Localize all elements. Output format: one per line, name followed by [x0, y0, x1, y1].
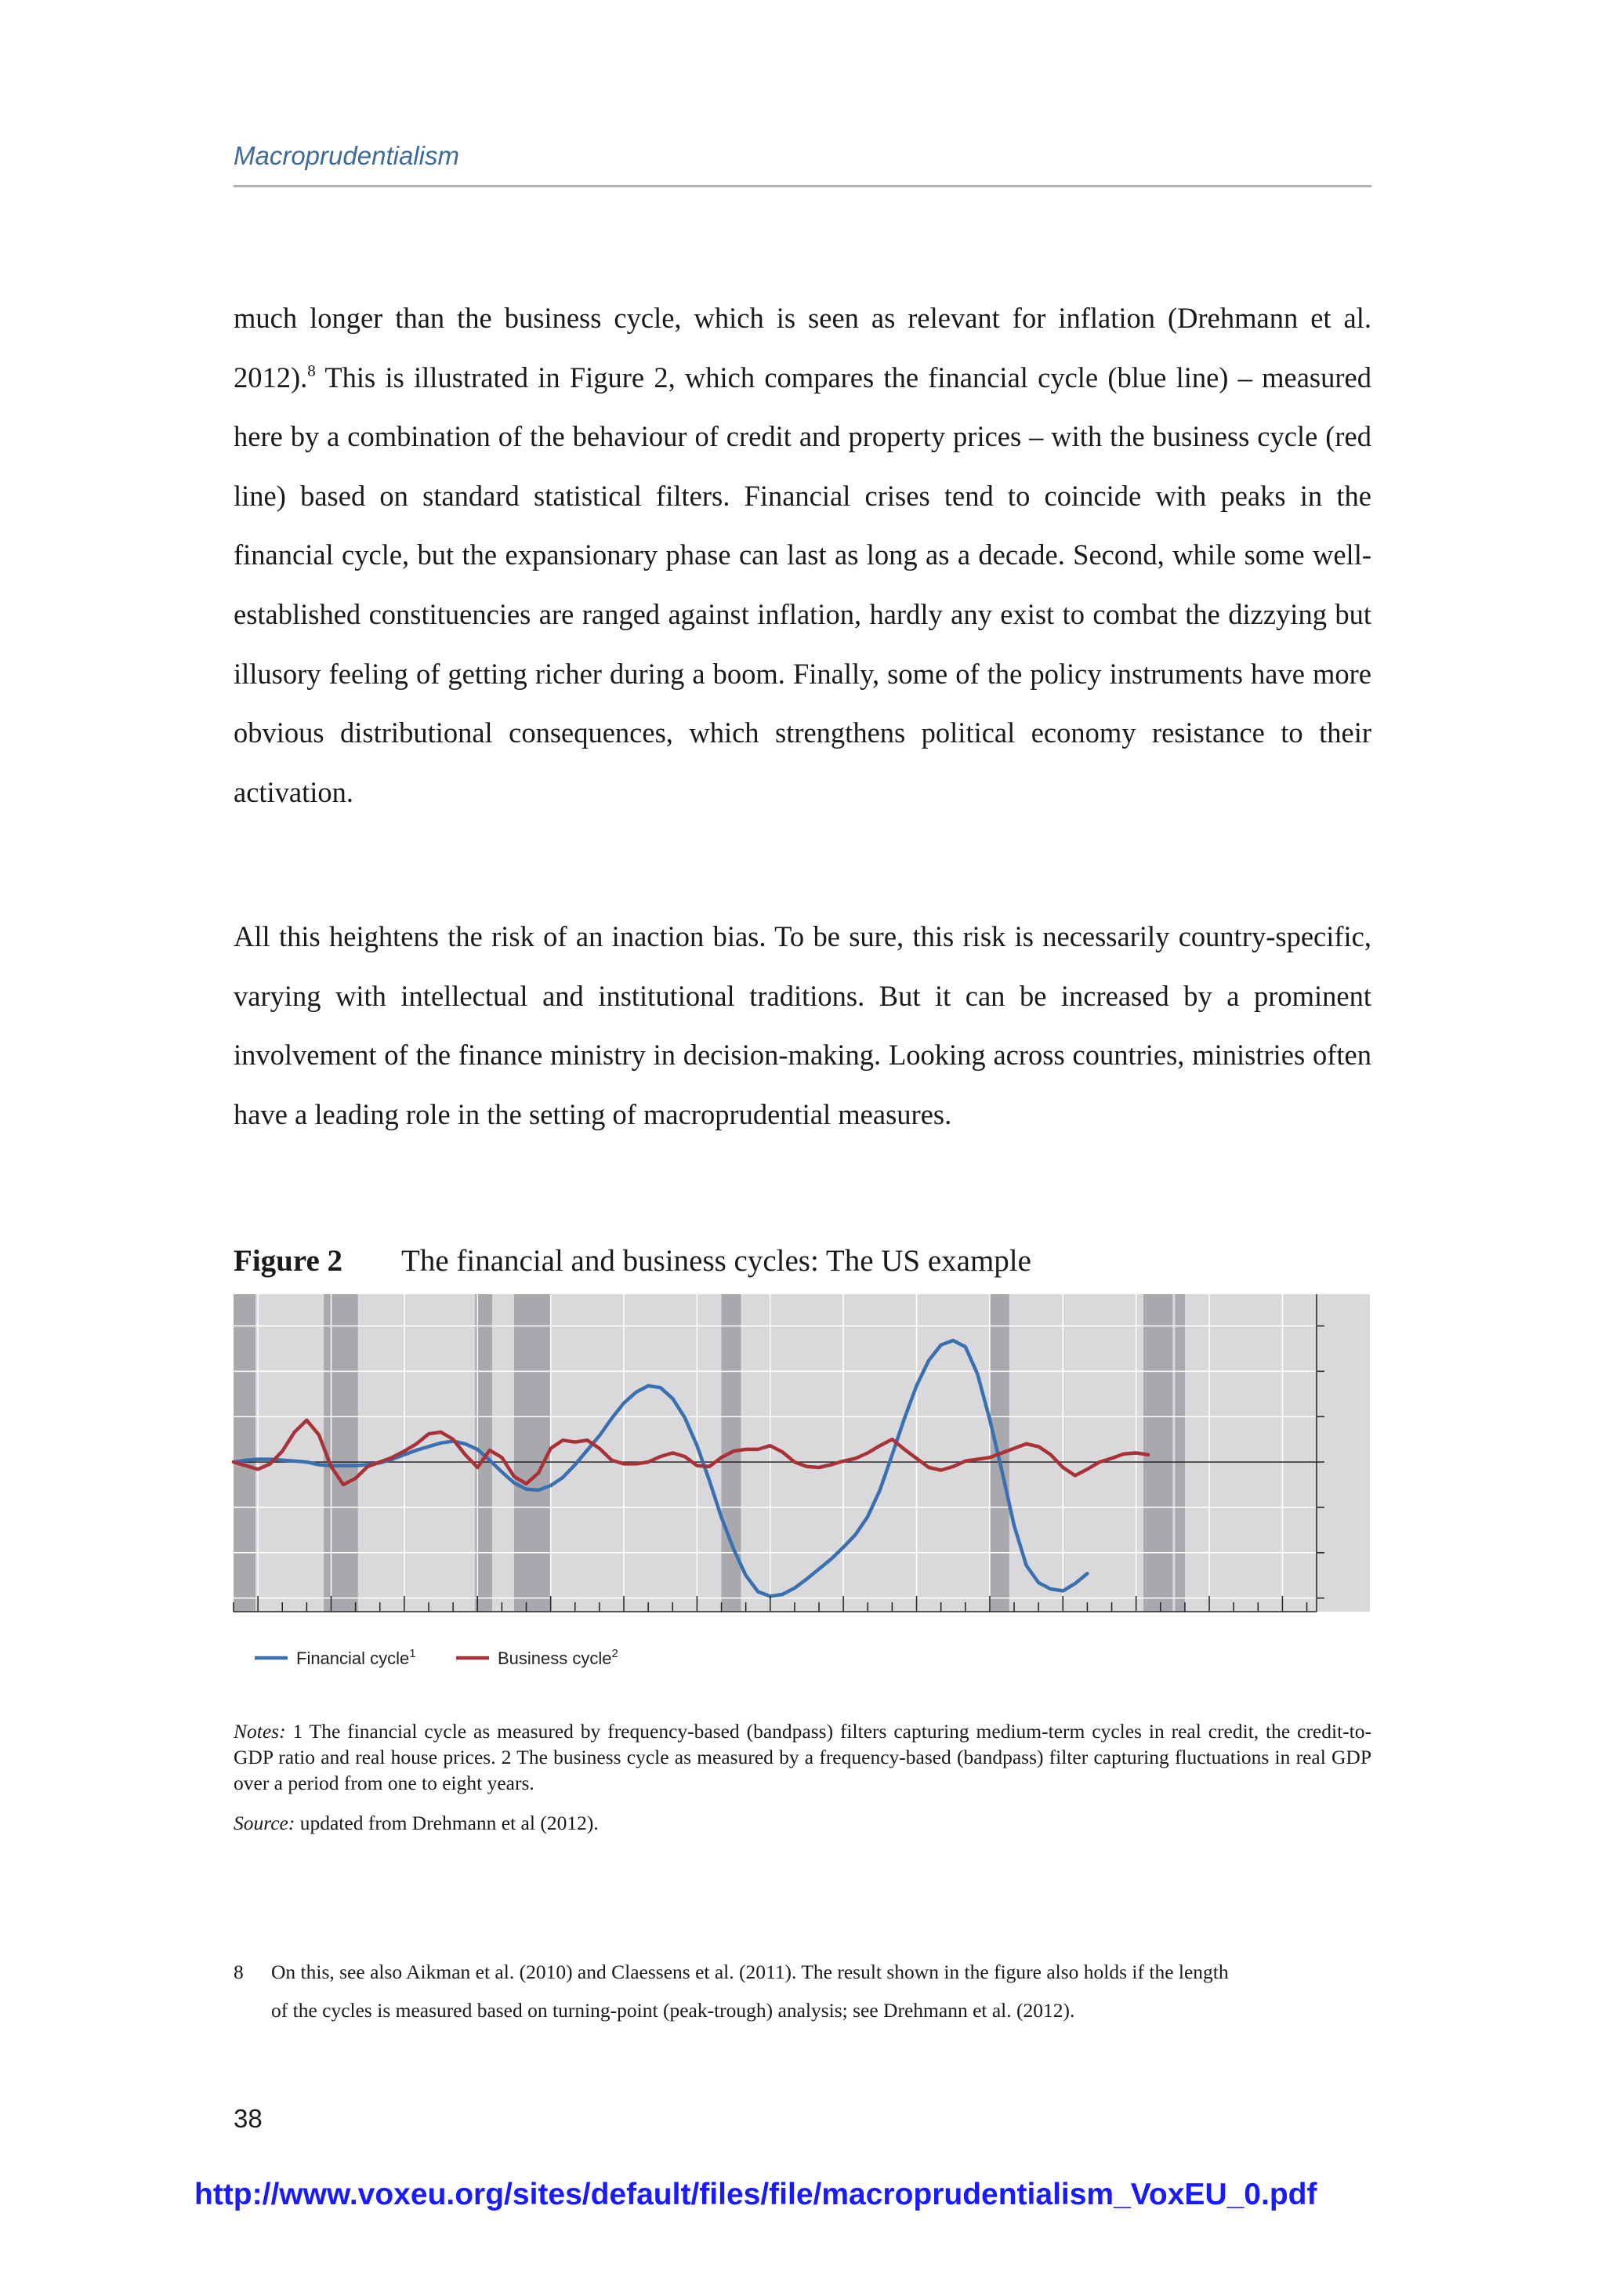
source-label: Source:	[234, 1812, 295, 1834]
legend-label-text: Financial cycle	[296, 1649, 410, 1668]
paragraph-1-text-a: much longer than the business cycle, which is seen as relevant for inflation (Drehmann et al. 2012).	[234, 302, 1371, 394]
legend-business-label	[498, 1647, 618, 1668]
footnote-number: 8	[234, 1960, 244, 1983]
source-url-link[interactable]: http://www.voxeu.org/sites/default/files/file/macroprudentialism_VoxEU_0.pdf	[194, 2178, 1317, 2211]
legend-label-text: Business cycle	[498, 1649, 612, 1668]
source-text: updated from Drehmann et al (2012).	[295, 1812, 599, 1834]
figure-label: Figure 2	[234, 1244, 343, 1278]
legend-financial-label	[296, 1647, 416, 1668]
page-number: 38	[234, 2104, 263, 2133]
footnote-line-2: of the cycles is measured based on turning-point (peak-trough) analysis; see Drehmann et al. (2012).	[271, 1999, 1075, 2022]
figure-source	[234, 1810, 1371, 1836]
footnote-8	[234, 1953, 1371, 2029]
figure-title: The financial and business cycles: The US example	[401, 1244, 1031, 1278]
running-head: Macroprudentialism	[234, 141, 459, 170]
crisis-band	[514, 1294, 551, 1612]
crisis-band	[324, 1294, 358, 1612]
paragraph-2: All this heightens the risk of an inaction bias. To be sure, this risk is necessarily country-specific, varying with intellectual and institutional traditions. But it can be increased by a prominent involvement of the finance ministry in decision-making. Looking across countries, ministries often have a leading role in the setting of macroprudential measures.	[234, 920, 1371, 1130]
paragraph-1-text-b: This is illustrated in Figure 2, which compares the financial cycle (blue line) – measured here by a combination of the behaviour of credit and property prices – with the business cycle (red line) based on standard statistical filters. Financial crises tend to coincide with peaks in the financial cycle, but the expansionary phase can last as long as a decade. Second, while some well-established constituencies are ranged against inflation, hardly any exist to combat the dizzying but illusory feeling of getting richer during a boom. Finally, some of the policy instruments have more obvious distributional consequences, which strengthens political economy resistance to their activation.	[234, 361, 1371, 808]
footnote-line-1: On this, see also Aikman et al. (2010) and Claessens et al. (2011). The result shown in the figure also holds if the length	[271, 1960, 1229, 1983]
notes-label: Notes:	[234, 1720, 286, 1743]
crisis-band	[1175, 1294, 1184, 1612]
figure-notes	[234, 1718, 1371, 1796]
legend-superscript: 1	[409, 1647, 416, 1660]
footnote-ref-8[interactable]: 8	[307, 361, 316, 380]
notes-text: 1 The financial cycle as measured by frequency-based (bandpass) filters capturing medium-term cycles in real credit, the credit-to-GDP ratio and real house prices. 2 The business cycle as measured by a frequency-based (bandpass) filter capturing fluctuations in real GDP over a period from one to eight years.	[234, 1720, 1371, 1794]
legend-superscript: 2	[611, 1647, 618, 1660]
crisis-band	[234, 1294, 255, 1612]
